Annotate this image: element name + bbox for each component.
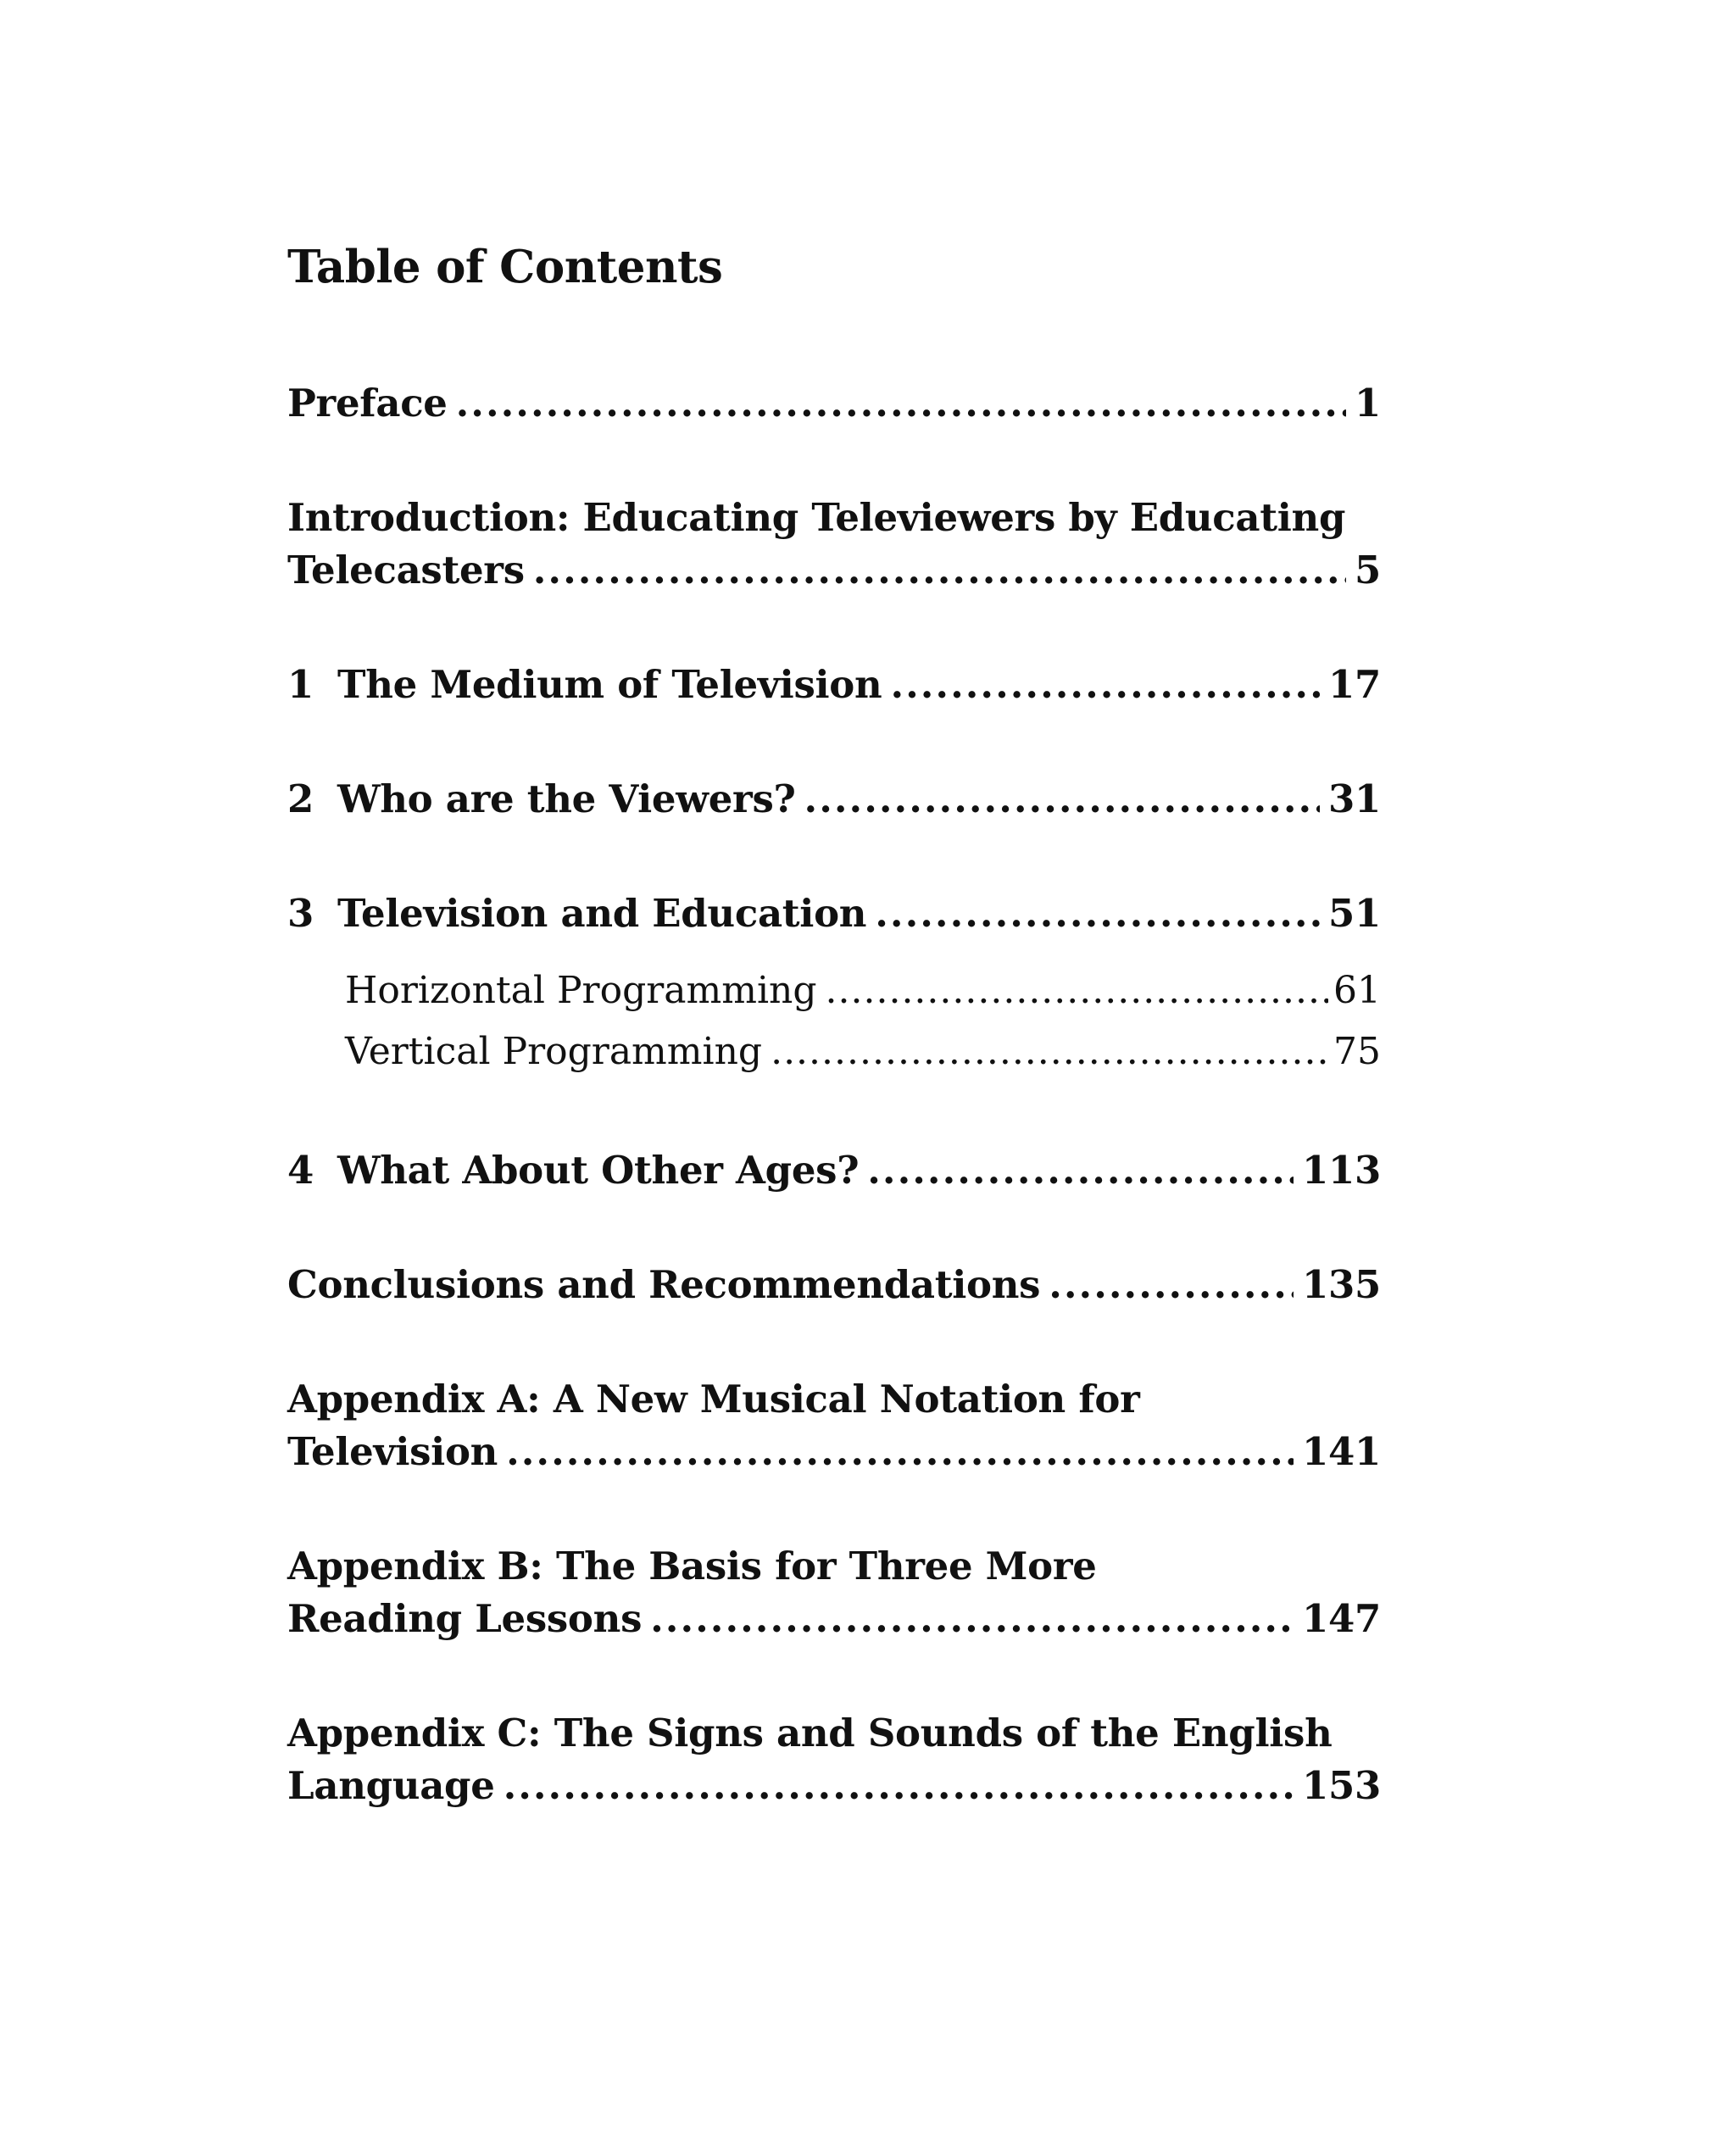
toc-entry-label: Television and Education [337,891,867,936]
toc-entry-label: Language [287,1763,495,1808]
toc-page-number: 1 [1354,381,1381,426]
toc-page-number: 17 [1327,662,1381,707]
toc-entry-label: Television [287,1429,498,1474]
toc-entry-label-line1: Appendix C: The Signs and Sounds of the English [287,1711,1333,1755]
table-of-contents [287,237,1381,1812]
dot-leader [875,887,1320,940]
toc-entry-label: Reading Lessons [287,1596,643,1641]
toc-entry-label: Telecasters [287,548,525,593]
toc-entry-label-line1: Appendix A: A New Musical Notation for [287,1377,1140,1422]
chapter-number: 4 [287,1148,314,1193]
toc-page-number: 153 [1301,1763,1381,1808]
toc-subentry-horizontal-programming[interactable] [287,960,1381,1021]
toc-page-number: 5 [1354,548,1381,593]
toc-entry-introduction[interactable] [287,492,1381,597]
toc-page-number: 31 [1327,776,1381,821]
toc-entry-label: What About Other Ages? [337,1148,860,1193]
toc-entry-chapter-4[interactable] [287,1144,1381,1197]
toc-subentry-label: Vertical Programming [345,1030,763,1073]
dot-leader [456,377,1346,430]
chapter-number: 2 [287,776,314,821]
dot-leader [890,659,1320,711]
toc-entry-label: Conclusions and Recommendations [287,1262,1041,1307]
dot-leader [804,773,1320,826]
toc-entry-label: Who are the Viewers? [337,776,796,821]
toc-entry-appendix-c[interactable] [287,1707,1381,1812]
toc-subentry-vertical-programming[interactable] [287,1021,1381,1082]
dot-leader [650,1593,1294,1645]
dot-leader [826,960,1328,1021]
chapter-number: 3 [287,891,314,936]
dot-leader [1049,1259,1294,1311]
toc-entry-chapter-3[interactable] [287,887,1381,940]
toc-page-number: 113 [1301,1148,1381,1193]
dot-leader [506,1426,1294,1478]
toc-entry-appendix-b[interactable] [287,1540,1381,1645]
toc-entry-conclusions[interactable] [287,1259,1381,1311]
dot-leader [504,1760,1294,1812]
toc-entry-preface[interactable] [287,377,1381,430]
dot-leader [867,1144,1294,1197]
toc-page-number: 75 [1333,1030,1381,1073]
toc-entry-label-line1: Introduction: Educating Televiewers by Educating [287,495,1346,540]
toc-entry-chapter-2[interactable] [287,773,1381,826]
dot-leader [533,544,1346,597]
toc-page-number: 61 [1333,969,1381,1012]
toc-entry-label: The Medium of Television [337,662,882,707]
toc-page-number: 135 [1301,1262,1381,1307]
toc-page-number: 141 [1301,1429,1381,1474]
toc-page-number: 51 [1327,891,1381,936]
toc-subentry-label: Horizontal Programming [345,969,817,1012]
toc-entry-chapter-1[interactable] [287,659,1381,711]
dot-leader [771,1021,1328,1082]
page-title: Table of Contents [287,241,723,293]
toc-entry-label: Preface [287,381,448,426]
toc-entry-appendix-a[interactable] [287,1373,1381,1478]
chapter-number: 1 [287,662,314,707]
toc-page-number: 147 [1301,1596,1381,1641]
toc-entry-label-line1: Appendix B: The Basis for Three More [287,1544,1097,1588]
